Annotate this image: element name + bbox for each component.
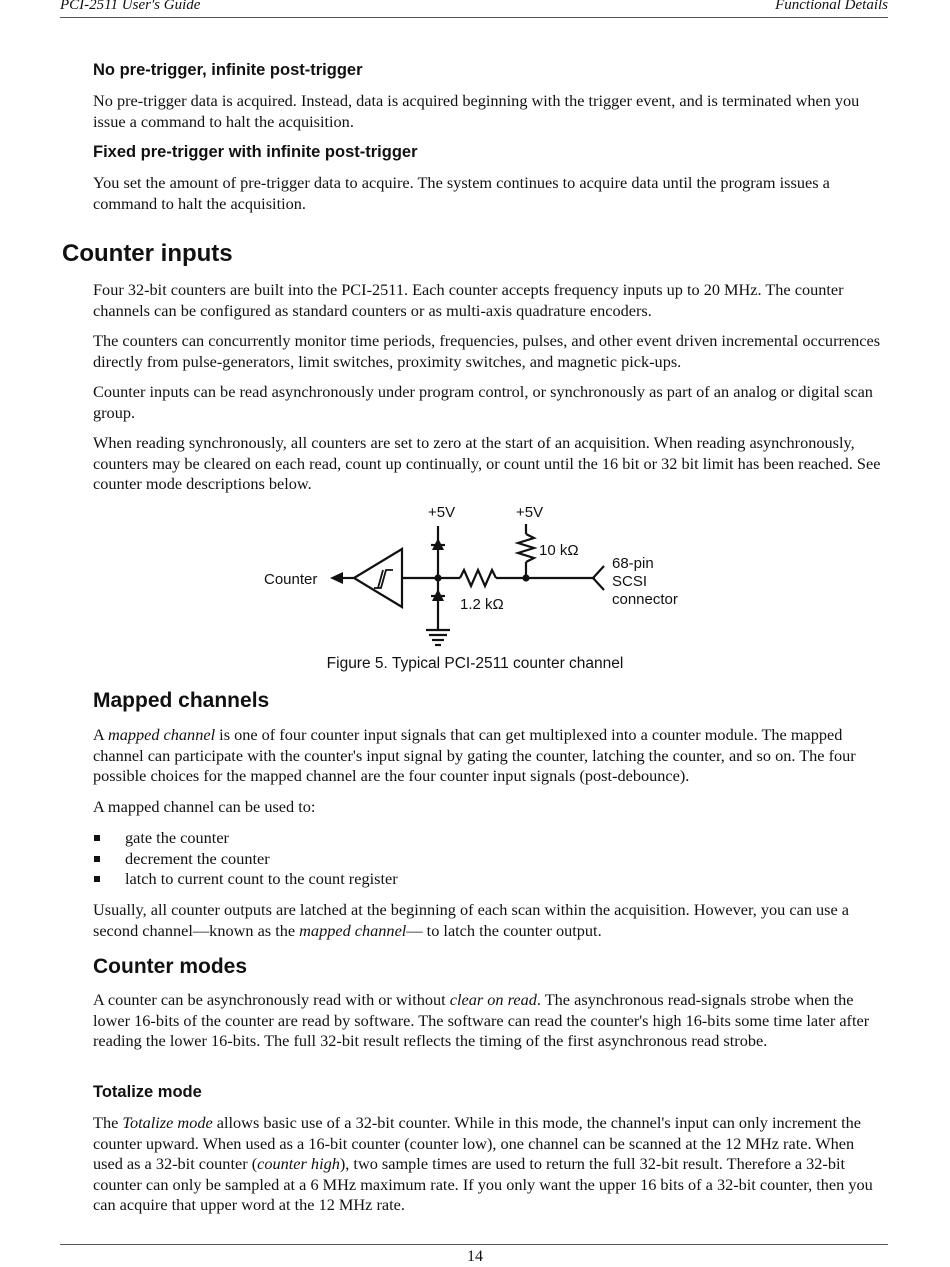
para-no-pretrigger: No pre-trigger data is acquired. Instead, data is acquired beginning with the trigger event, and is terminated when you issue a command to halt the acquisition. (93, 91, 860, 131)
heading-totalize-mode: Totalize mode (93, 1083, 202, 1101)
label-connector-2: SCSI (612, 573, 648, 590)
para-counter-modes: A counter can be asynchronously read with or without clear on read. The asynchronous read-signals strobe when the lower 16-bits of the counter are read by software. The software can read the counter's high 16-bits some time later after reading the lower 16-bits. The full 32-bit result reflects the timing of the first asynchronous read strobe. (93, 990, 870, 1051)
label-1-2k: 1.2 kΩ (460, 596, 504, 613)
label-counter: Counter (264, 571, 318, 588)
label-connector-1: 68-pin (612, 555, 654, 572)
list-item: latch to current count to the count register (93, 869, 398, 890)
label-5v-right: +5V (516, 504, 544, 521)
heading-counter-inputs: Counter inputs (62, 240, 233, 267)
footer-rule (60, 1244, 888, 1245)
page-number: 14 (467, 1248, 483, 1265)
label-5v-left: +5V (428, 504, 456, 521)
para-totalize-mode: The Totalize mode allows basic use of a 32-bit counter. While in this mode, the channel's input can only increment the counter upward. When used as a 16-bit counter (counter low), one channel can be scanned at the 12 MHz rate. When used as a 32-bit counter (counter high), two sample times are used to return the full 32-bit result. Therefore a 32-bit counter can only be sampled at a 6 MHz maximum rate. If you only want the upper 16 bits of a 32-bit counter, then you can acquire that upper word at the 12 MHz rate. (93, 1113, 873, 1215)
para-mapped-2: A mapped channel can be used to: (93, 797, 316, 816)
heading-no-pretrigger: No pre-trigger, infinite post-trigger (93, 61, 363, 79)
para-mapped-1: A mapped channel is one of four counter input signals that can get multiplexed into a counter module. The mapped channel can participate with the counter's input signal by gating the counter, latching the counter, and so on. The four possible choices for the mapped channel are the four counter input signals (post-debounce). (93, 725, 856, 786)
heading-fixed-pretrigger: Fixed pre-trigger with infinite post-trigger (93, 143, 418, 161)
list-item: decrement the counter (93, 849, 398, 870)
para-mapped-3: Usually, all counter outputs are latched at the beginning of each scan within the acquisition. However, you can use a second channel—known as the mapped channel— to latch the counter output. (93, 900, 850, 940)
para-counter-inputs-3: Counter inputs can be read asynchronously under program control, or synchronously as part of an analog or digital scan group. (93, 382, 873, 422)
schematic-markers (330, 538, 530, 601)
header-section-title: Functional Details (775, 0, 888, 13)
para-counter-inputs-4: When reading synchronously, all counters are set to zero at the start of an acquisition. When reading asynchronously, counters may be cleared on each read, count up continually, or count until the 16 bit or 32 bit limit has been reached. See counter mode descriptions below. (93, 433, 881, 494)
label-10k: 10 kΩ (539, 542, 579, 559)
para-counter-inputs-2: The counters can concurrently monitor time periods, frequencies, pulses, and other event driven incremental occurrences directly from pulse-generators, limit switches, proximity switches, and magnetic pick-ups. (93, 331, 881, 371)
list-item: gate the counter (93, 828, 398, 849)
mapped-uses-list (93, 828, 398, 890)
heading-mapped-channels: Mapped channels (93, 689, 270, 712)
label-connector-3: connector (612, 591, 678, 608)
page-header (60, 0, 888, 18)
para-fixed-pretrigger: You set the amount of pre-trigger data to acquire. The system continues to acquire data until the program issues a command to halt the acquisition. (93, 173, 830, 213)
header-doc-title: PCI-2511 User's Guide (60, 0, 201, 13)
heading-counter-modes: Counter modes (93, 955, 248, 978)
para-counter-inputs-1: Four 32-bit counters are built into the PCI-2511. Each counter accepts frequency inputs up to 20 MHz. The counter channels can be configured as standard counters or as multi-axis quadrature encoders. (93, 280, 844, 320)
counter-channel-schematic (250, 498, 710, 658)
figure-caption: Figure 5. Typical PCI-2511 counter channel (326, 655, 624, 672)
